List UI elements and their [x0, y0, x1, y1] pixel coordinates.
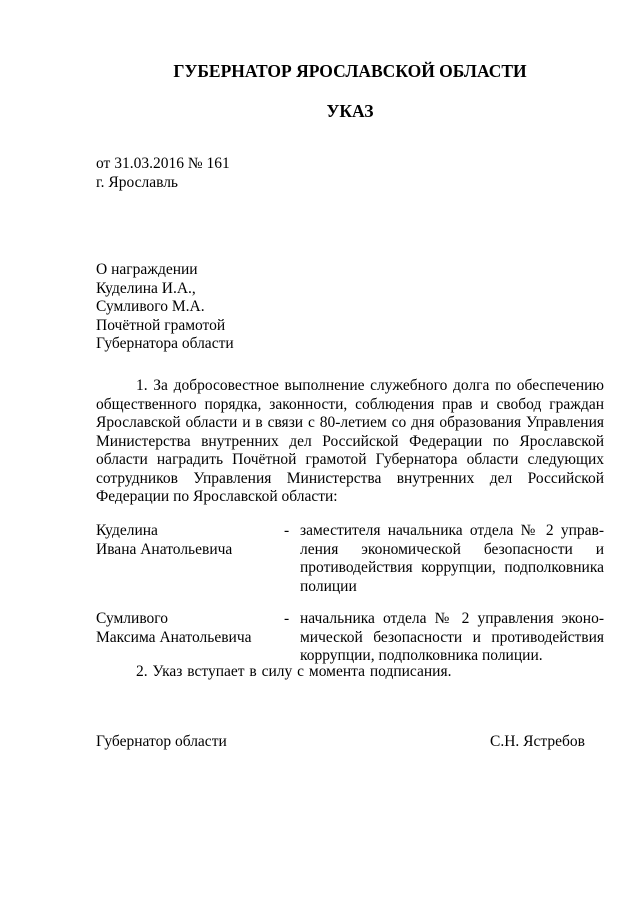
awardee-surname: Куделина: [96, 522, 158, 539]
decree-subject: [96, 261, 234, 354]
subject-line: Губернатора области: [96, 335, 234, 352]
awardee-name: [96, 610, 276, 647]
decree-place: г. Ярославль: [96, 173, 178, 191]
decree-date-number: от 31.03.2016 № 161: [96, 155, 230, 172]
awardee-given-name: Ивана Анатольевича: [96, 540, 233, 558]
decree-paragraph-2: 2. Указ вступает в силу с момента подписания.: [136, 663, 452, 680]
awardee-given-name: Максима Анатольевича: [96, 628, 252, 646]
subject-line: Куделина И.А.,: [96, 279, 196, 297]
document-header-title: ГУБЕРНАТОР ЯРОСЛАВСКОЙ ОБЛАСТИ: [173, 61, 527, 81]
subject-line: Сумливого М.А.: [96, 298, 205, 315]
signatory-name: С.Н. Ястребов: [490, 733, 585, 750]
awardee-dash: -: [284, 610, 290, 627]
awardee-name: [96, 522, 276, 559]
awardee-position: заместителя начальника отдела № 2 управ-ления экономической безопасности и противодействия коррупции, подполковника полиции: [300, 522, 604, 595]
awardee-position: начальника отдела № 2 управления эконо-мической безопасности и противодействия коррупции, подполковника полиции.: [300, 610, 604, 664]
document-type-title: УКАЗ: [326, 101, 374, 121]
decree-paragraph-1: 1. За добросовестное выполнение служебного долга по обеспечению общественного порядка, законности, соблюдения прав и свобод граждан Ярославской области и в связи с 80-летием со дня образования Управления Министерства внутренних дел Российской Федерации по Ярославской области наградить Почётной грамотой Губернатора области следующих сотрудников Управления Министерства внутренних дел Российской Федерации по Ярославской области:: [96, 377, 604, 505]
subject-line: Почётной грамотой: [96, 316, 226, 334]
decree-meta: [96, 155, 230, 192]
awardee-dash: -: [284, 522, 290, 539]
awardee-surname: Сумливого: [96, 610, 169, 627]
subject-line: О награждении: [96, 261, 198, 278]
signatory-position: Губернатор области: [96, 733, 227, 750]
